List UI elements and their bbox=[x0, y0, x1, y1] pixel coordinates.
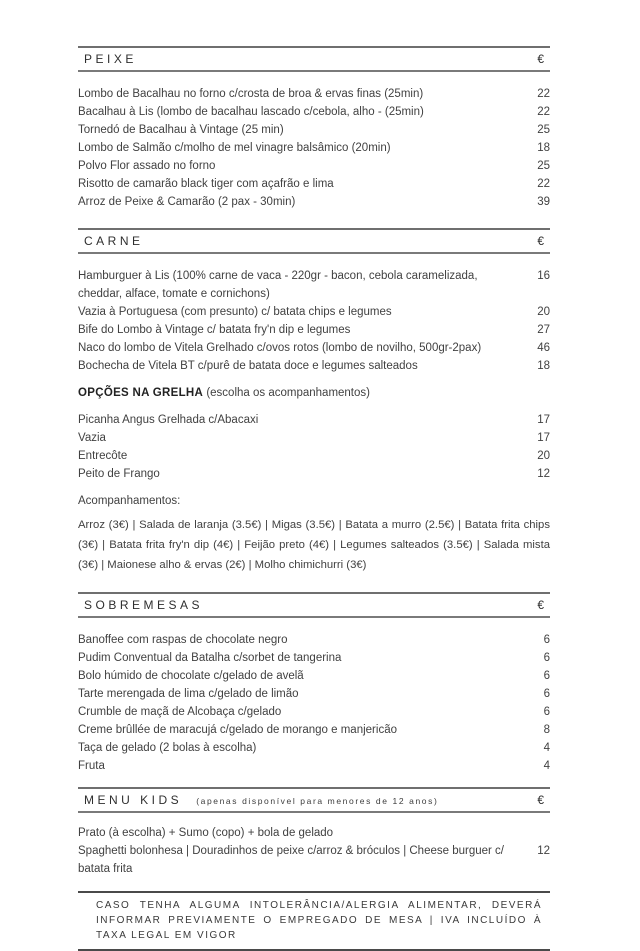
item-price: 8 bbox=[543, 724, 550, 736]
item-price: 6 bbox=[543, 670, 550, 682]
menu-item-row bbox=[78, 429, 550, 447]
item-price: 22 bbox=[537, 88, 550, 100]
menu-item-row bbox=[78, 465, 550, 483]
section-title: CARNE bbox=[84, 234, 144, 248]
section-header-carne bbox=[78, 228, 550, 254]
section-header-left bbox=[84, 793, 438, 807]
menu-item-row bbox=[78, 321, 550, 339]
menu-item-row bbox=[78, 447, 550, 465]
item-name: Polvo Flor assado no forno bbox=[78, 160, 216, 172]
item-price: 4 bbox=[543, 760, 550, 772]
section-subtitle: (apenas disponível para menores de 12 anos) bbox=[196, 796, 439, 806]
menu-item-row bbox=[78, 157, 550, 175]
section-header-sobremesas bbox=[78, 592, 550, 618]
item-price: 16 bbox=[537, 270, 550, 282]
item-name: Taça de gelado (2 bolas à escolha) bbox=[78, 742, 257, 754]
menu-item-row bbox=[78, 193, 550, 211]
item-name: Bolo húmido de chocolate c/gelado de avelã bbox=[78, 670, 304, 682]
menu-item-row bbox=[78, 757, 550, 775]
currency-symbol: € bbox=[537, 52, 544, 66]
section-sobremesas bbox=[78, 592, 550, 775]
menu-item-row bbox=[78, 339, 550, 357]
item-price: 25 bbox=[537, 160, 550, 172]
item-name: Tarte merengada de lima c/gelado de limão bbox=[78, 688, 299, 700]
subsection-items bbox=[78, 411, 550, 483]
item-name: Bacalhau à Lis (lombo de bacalhau lascado c/cebola, alho - (25min) bbox=[78, 106, 424, 118]
menu-item-row bbox=[78, 703, 550, 721]
item-name: Vazia bbox=[78, 432, 106, 444]
item-name: Banoffee com raspas de chocolate negro bbox=[78, 634, 288, 646]
menu-item-row bbox=[78, 721, 550, 739]
item-name: Entrecôte bbox=[78, 450, 128, 462]
section-carne bbox=[78, 228, 550, 575]
item-name: Hamburguer à Lis (100% carne de vaca - 220gr - bacon, cebola caramelizada, cheddar, alface, tomate e cornichons) bbox=[78, 270, 478, 300]
item-price: 22 bbox=[537, 178, 550, 190]
item-name: Bochecha de Vitela BT c/purê de batata doce e legumes salteados bbox=[78, 360, 418, 372]
section-title: MENU KIDS bbox=[84, 793, 183, 807]
item-price: 17 bbox=[537, 414, 550, 426]
item-price: 39 bbox=[537, 196, 550, 208]
item-name: Naco do lombo de Vitela Grelhado c/ovos rotos (lombo de novilho, 500gr-2pax) bbox=[78, 342, 482, 354]
accompaniments-text: Arroz (3€) | Salada de laranja (3.5€) | Migas (3.5€) | Batata a murro (2.5€) | Batata frita chips (3€) | Batata frita fry'n dip (4€) | Feijão preto (4€) | Legumes salteados (3.5€) | Salada mista (3€) | Maionese alho & ervas (2€) | Molho chimichurri (3€) bbox=[78, 519, 550, 571]
item-price: 6 bbox=[543, 652, 550, 664]
item-price: 6 bbox=[543, 688, 550, 700]
item-price: 25 bbox=[537, 124, 550, 136]
item-name: Prato (à escolha) + Sumo (copo) + bola de gelado bbox=[78, 827, 334, 839]
section-title: PEIXE bbox=[84, 52, 137, 66]
currency-symbol: € bbox=[537, 234, 544, 248]
section-title: SOBREMESAS bbox=[84, 598, 204, 612]
allergy-notice: CASO TENHA ALGUMA INTOLERÂNCIA/ALERGIA ALIMENTAR, DEVERÁ INFORMAR PREVIAMENTE O EMPREGADO DE MESA | IVA INCLUÍDO À TAXA LEGAL EM VIGOR bbox=[78, 891, 550, 951]
menu-item-row bbox=[78, 667, 550, 685]
item-name: Crumble de maçã de Alcobaça c/gelado bbox=[78, 706, 282, 718]
subsection-note: (escolha os acompanhamentos) bbox=[203, 387, 370, 399]
item-price: 18 bbox=[537, 360, 550, 372]
item-price: 27 bbox=[537, 324, 550, 336]
item-price: 18 bbox=[537, 142, 550, 154]
section-peixe bbox=[78, 46, 550, 211]
section-menu-kids bbox=[78, 787, 550, 878]
item-name: Peito de Frango bbox=[78, 468, 160, 480]
item-price: 12 bbox=[537, 845, 550, 857]
subsection-header-grelha bbox=[78, 384, 550, 402]
item-price: 12 bbox=[537, 468, 550, 480]
section-items bbox=[78, 824, 550, 878]
item-name: Risotto de camarão black tiger com açafrão e lima bbox=[78, 178, 334, 190]
section-header-menu-kids bbox=[78, 787, 550, 813]
item-name: Tornedó de Bacalhau à Vintage (25 min) bbox=[78, 124, 284, 136]
item-price: 6 bbox=[543, 706, 550, 718]
item-price: 20 bbox=[537, 306, 550, 318]
section-items bbox=[78, 267, 550, 375]
subsection-title: OPÇÕES NA GRELHA bbox=[78, 387, 204, 399]
menu-item-row bbox=[78, 303, 550, 321]
menu-item-row bbox=[78, 649, 550, 667]
item-price: 22 bbox=[537, 106, 550, 118]
item-name: Lombo de Salmão c/molho de mel vinagre balsâmico (20min) bbox=[78, 142, 391, 154]
section-header-peixe bbox=[78, 46, 550, 72]
menu-item-row bbox=[78, 139, 550, 157]
section-items bbox=[78, 85, 550, 211]
item-price: 20 bbox=[537, 450, 550, 462]
currency-symbol: € bbox=[537, 598, 544, 612]
menu-item-row bbox=[78, 103, 550, 121]
menu-item-row bbox=[78, 267, 550, 303]
accompaniments-label: Acompanhamentos: bbox=[78, 495, 181, 507]
menu-item-row bbox=[78, 411, 550, 429]
item-name: Vazia à Portuguesa (com presunto) c/ batata chips e legumes bbox=[78, 306, 392, 318]
currency-symbol: € bbox=[537, 793, 544, 807]
item-price: 4 bbox=[543, 742, 550, 754]
section-items bbox=[78, 631, 550, 775]
item-price: 46 bbox=[537, 342, 550, 354]
item-name: Creme brûllée de maracujá c/gelado de morango e manjericão bbox=[78, 724, 397, 736]
item-price: 6 bbox=[543, 634, 550, 646]
item-name: Lombo de Bacalhau no forno c/crosta de broa & ervas finas (25min) bbox=[78, 88, 424, 100]
item-name: Spaghetti bolonhesa | Douradinhos de peixe c/arroz & bróculos | Cheese burguer c/ batata frita bbox=[78, 845, 504, 875]
item-price: 17 bbox=[537, 432, 550, 444]
item-name: Bife do Lombo à Vintage c/ batata fry'n dip e legumes bbox=[78, 324, 351, 336]
item-name: Arroz de Peixe & Camarão (2 pax - 30min) bbox=[78, 196, 296, 208]
item-name: Pudim Conventual da Batalha c/sorbet de tangerina bbox=[78, 652, 342, 664]
menu-item-row bbox=[78, 739, 550, 757]
menu-item-row bbox=[78, 357, 550, 375]
menu-item-row bbox=[78, 842, 550, 878]
item-name: Fruta bbox=[78, 760, 105, 772]
menu-item-row bbox=[78, 85, 550, 103]
menu-item-row bbox=[78, 631, 550, 649]
menu-item-row bbox=[78, 175, 550, 193]
item-name: Picanha Angus Grelhada c/Abacaxi bbox=[78, 414, 259, 426]
menu-item-row bbox=[78, 824, 550, 842]
menu-item-row bbox=[78, 685, 550, 703]
menu-item-row bbox=[78, 121, 550, 139]
